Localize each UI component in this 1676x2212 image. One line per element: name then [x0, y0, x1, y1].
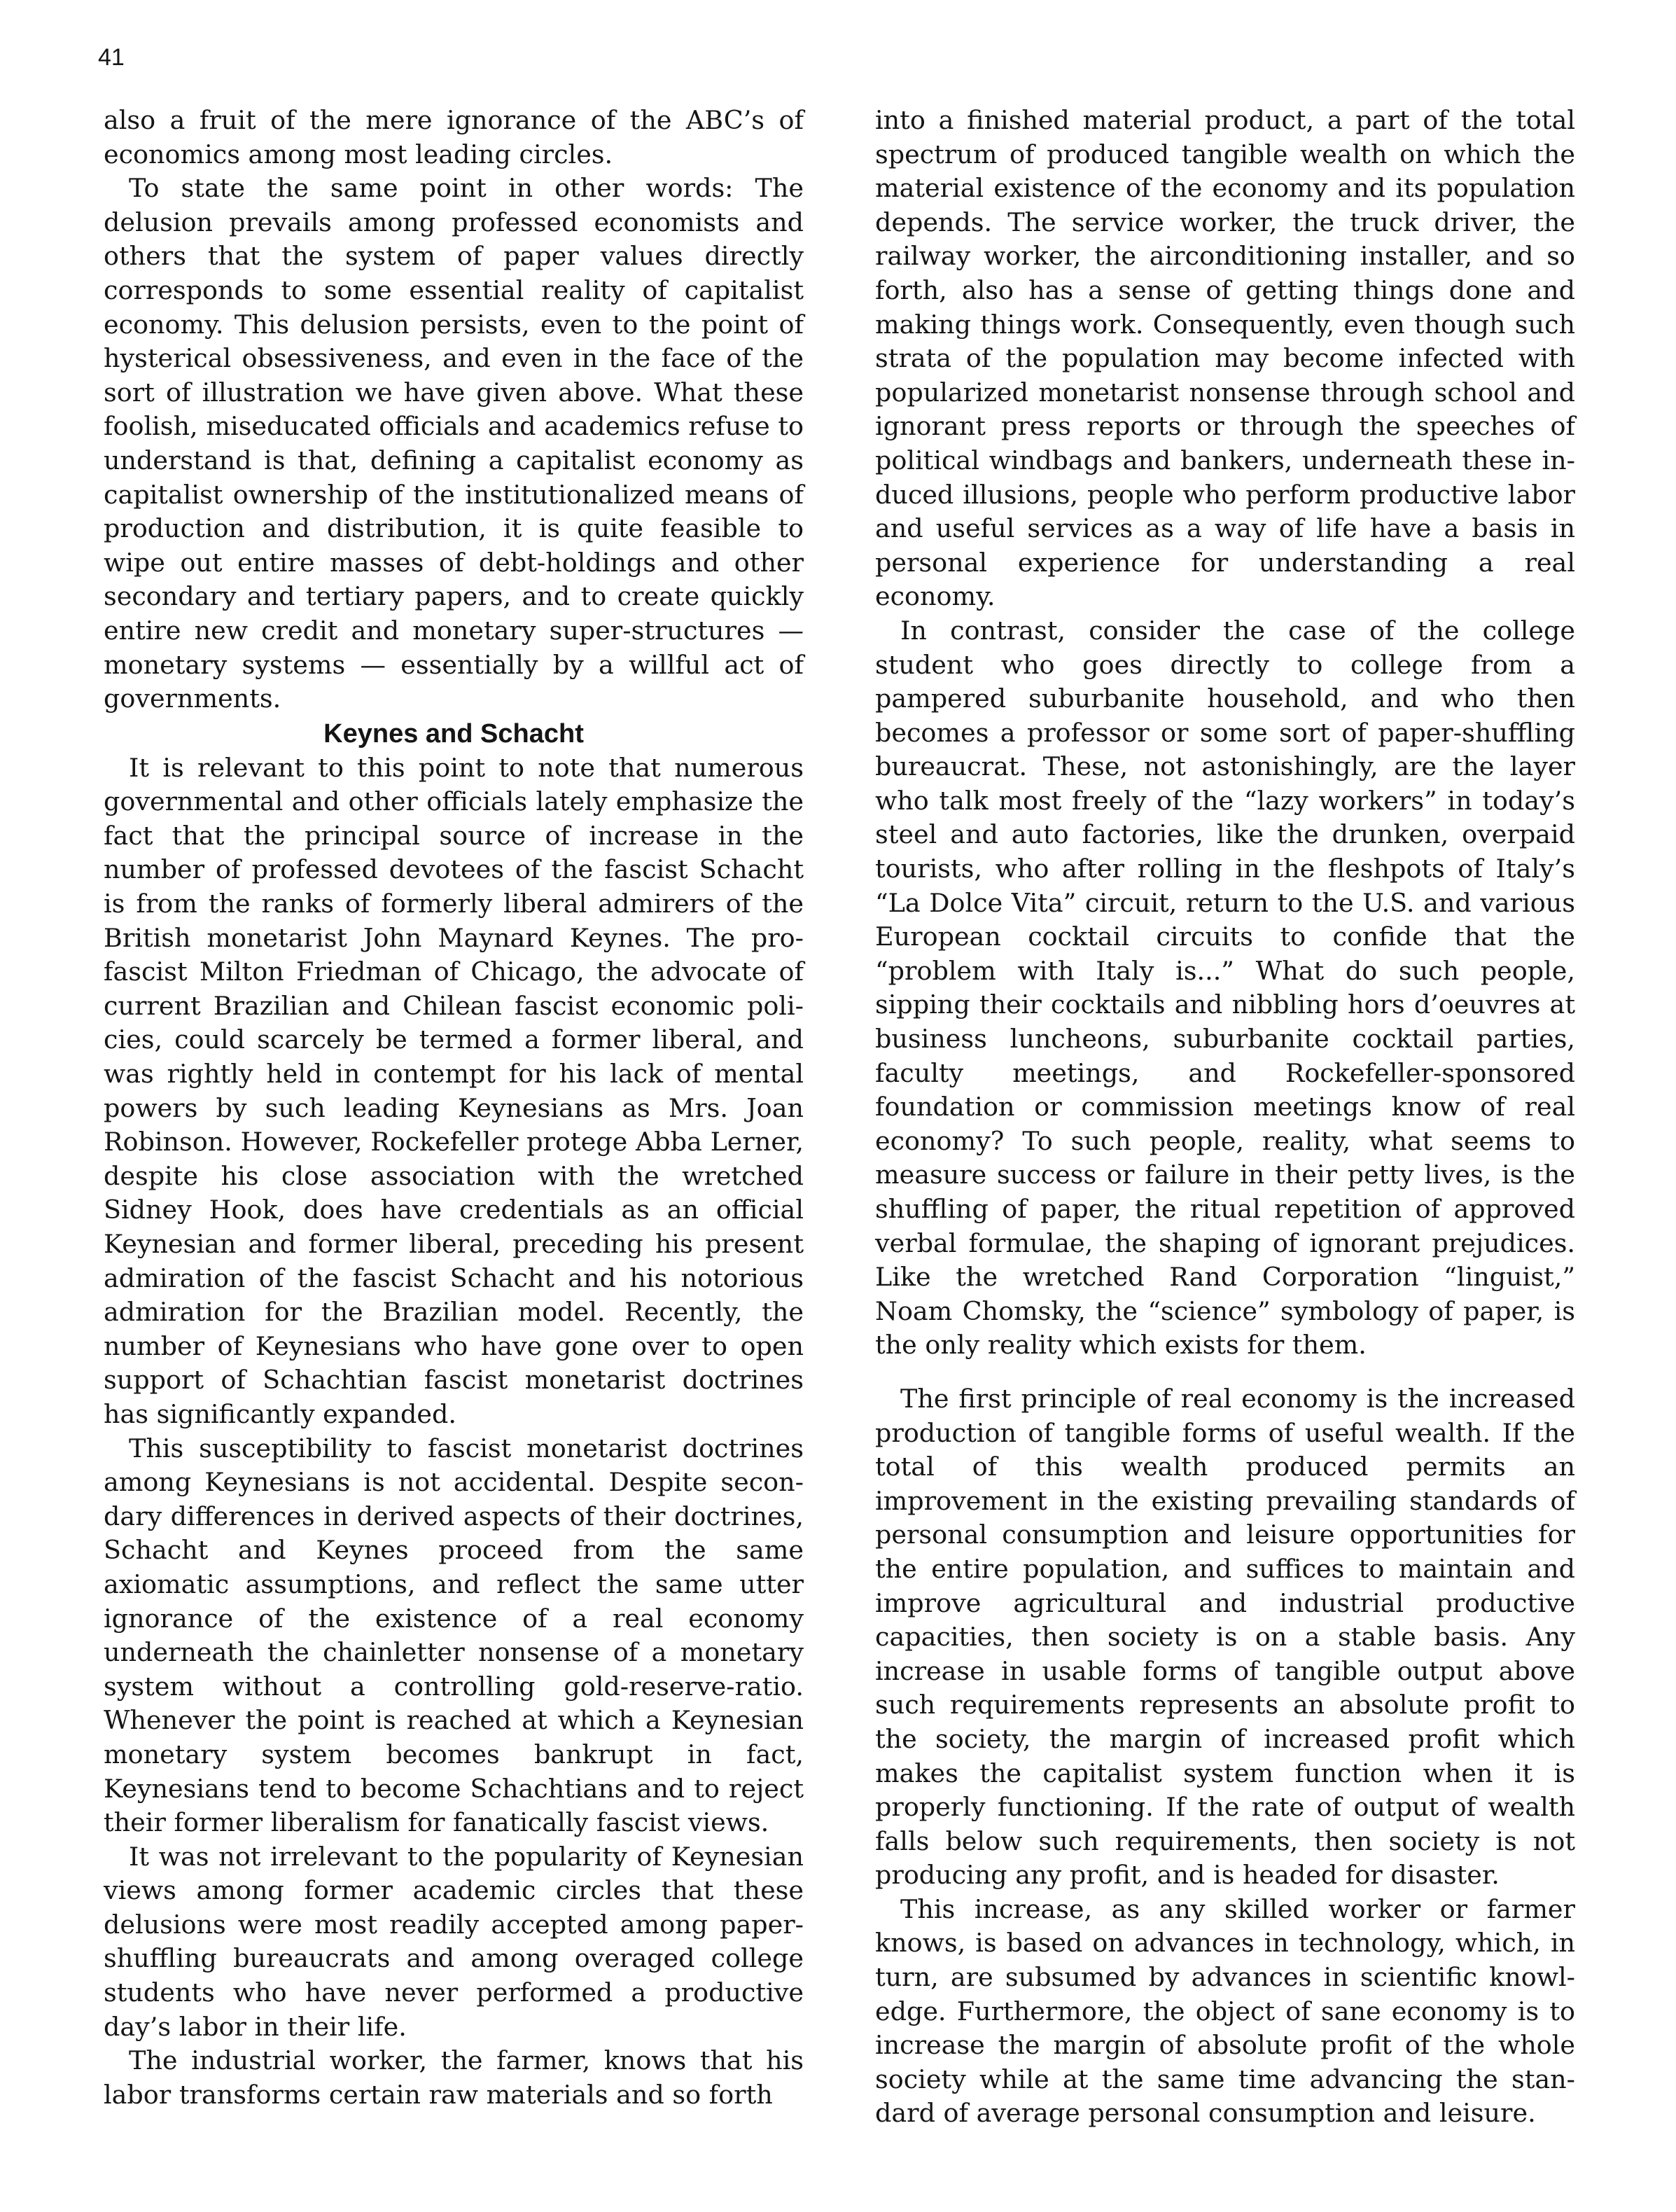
right-paragraph-4: This increase, as any skilled worker or farmer knows, is based on advances in technology, which, in turn, are subsumed by advances in scientific knowledge. Furthermore, the object of sane economy is to increase the margin of absolute profit of the whole society while at the same time advancing the standard of average personal consumption and leisure. — [875, 1893, 1575, 2129]
left-paragraph-4: This susceptibility to fascist monetarist doctrines among Keynesians is not accidental. Despite secondary differences in derived aspects of their doctrines, Schacht and Keynes proceed from the same axiomatic assumptions, and reflect the same utter ignorance of the existence of a real economy underneath the chainletter nonsense of a monetary system without a controlling gold-reserve-ratio. Whenever the point is reached at which a Keynesian monetary system becomes bankrupt in fact, Keynesians tend to become Schachtians and to reject their former liberalism for fanatically fascist views. — [104, 1433, 804, 1838]
left-paragraph-6: The industrial worker, the farmer, knows that his labor transforms certain raw materials and so forth — [104, 2045, 804, 2110]
right-paragraph-3: The first principle of real economy is the increased production of tangible forms of useful wealth. If the total of this wealth produced permits an improvement in the existing prevailing standards of personal consumption and leisure opportunities for the entire population, and suffices to maintain and improve agricultural and industrial productive capacities, then society is on a stable basis. Any increase in usable forms of tangible output above such requirements represents an absolute profit to the society, the margin of increased profit which makes the capitalist system function when it is properly functioning. If the rate of output of wealth falls below such requirements, then society is not producing any profit, and is headed for disaster. — [875, 1383, 1575, 1891]
right-paragraph-2: In contrast, consider the case of the college student who goes directly to college from a pampered suburbanite household, and who then becomes a professor or some sort of paper-shuffling bureaucrat. These, not astonishingly, are the layer who talk most freely of the “lazy workers” in today’s steel and auto factories, like the drunken, overpaid tourists, who after rolling in the fleshpots of Italy’s “La Dolce Vita” circuit, return to the U.S. and various European cocktail circuits to confide that the “problem with Italy is...” What do such people, sipping their cocktails and nibbling hors d’oeuvres at business luncheons, suburbanite cocktail parties, faculty meetings, and Rockefeller-sponsored foundation or commission meetings know of real economy? To such people, reality, what seems to measure success or failure in their petty lives, is the shuffling of paper, the ritual repetition of approved verbal formulae, the shaping of ignorant prejudices. Like the wretched Rand Corporation “linguist,” Noam Chomsky, the “science” symbology of paper, is the only reality which exists for them. — [875, 615, 1575, 1361]
right-paragraph-1: into a finished material product, a part of the total spectrum of produced tangible wealth on which the material existence of the economy and its population depends. The service worker, the truck driver, the railway worker, the airconditioning installer, and so forth, also has a sense of getting things done and making things work. Consequently, even though such strata of the population may become infected with popularized monetarist nonsense through school and ignorant press reports or through the speeches of political windbags and bankers, underneath these induced illusions, people who perform productive labor and useful services as a way of life have a basis in personal experience for understanding a real economy. — [875, 105, 1575, 612]
page-number: 41 — [98, 44, 125, 71]
left-paragraph-1: also a fruit of the mere ignorance of the ABC’s of economics among most leading circles. — [104, 105, 804, 169]
left-paragraph-5: It was not irrelevant to the popularity of Keynesian views among former academic circles that these delusions were most readily accepted among paper-shuffling bureaucrats and among overaged college students who have never performed a productive day’s labor in their life. — [104, 1841, 804, 2042]
left-paragraph-2: To state the same point in other words: The delusion prevails among professed economists and others that the system of paper values directly corresponds to some essential reality of capitalist economy. This delusion persists, even to the point of hysterical obsessiveness, and even in the face of the sort of illustration we have given above. What these foolish, miseducated officials and academics refuse to understand is that, defining a capitalist economy as capitalist ownership of the institutionalized means of production and distribution, it is quite feasible to wipe out entire masses of debt-holdings and other secondary and tertiary papers, and to create quickly entire new credit and monetary super-structures — monetary systems — essentially by a willful act of governments. — [104, 173, 804, 714]
left-column — [104, 104, 804, 2112]
left-paragraph-3: It is relevant to this point to note that numerous governmental and other officials lately emphasize the fact that the principal source of increase in the number of professed devotees of the fascist Schacht is from the ranks of formerly liberal admirers of the British monetarist John Maynard Keynes. The profascist Milton Friedman of Chicago, the advocate of current Brazilian and Chilean fascist economic policies, could scarcely be termed a former liberal, and was rightly held in contempt for his lack of mental powers by such leading Keynesians as Mrs. Joan Robinson. However, Rockefeller protege Abba Lerner, despite his close association with the wretched Sidney Hook, does have credentials as an official Keynesian and former liberal, preceding his present admiration of the fascist Schacht and his notorious admiration for the Brazilian model. Recently, the number of Keynesians who have gone over to open support of Schachtian fascist monetarist doctrines has significantly expanded. — [104, 752, 804, 1429]
section-subheading: Keynes and Schacht — [323, 718, 584, 749]
right-column — [875, 104, 1575, 2131]
